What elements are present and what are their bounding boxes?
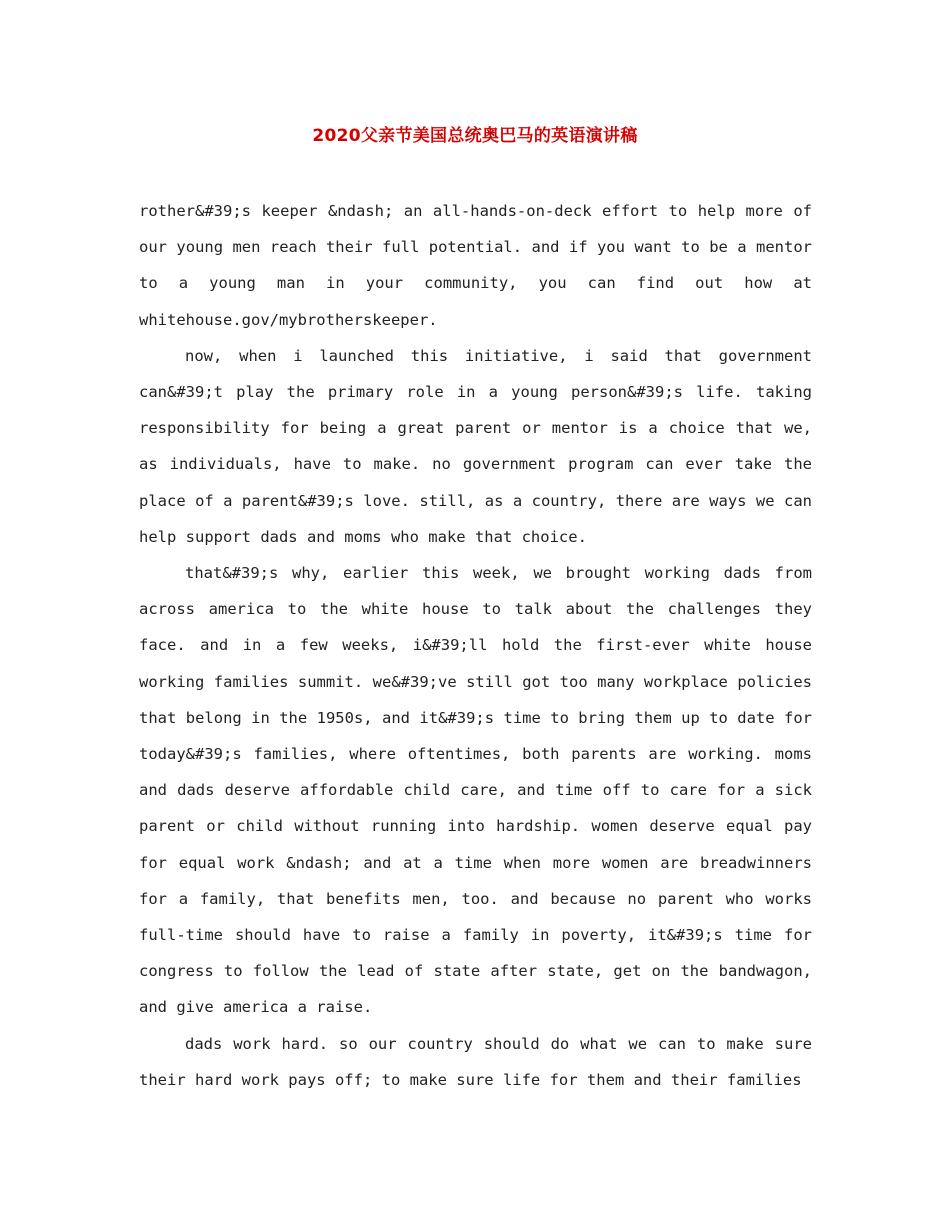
document-body bbox=[139, 193, 812, 1098]
document-title: 2020父亲节美国总统奥巴马的英语演讲稿 bbox=[312, 126, 638, 146]
paragraph-1: rother&#39;s keeper &ndash; an all-hands-on-deck effort to help more of our young men reach their full potential. and if you want to be a mentor to a young man in your community, you can find out how at whitehouse.gov/mybrotherskeeper. bbox=[139, 202, 812, 329]
paragraph-2: now, when i launched this initiative, i said that government can&#39;t play the primary role in a young person&#39;s life. taking responsibility for being a great parent or mentor is a choice that we, as individuals, have to make. no government program can ever take the place of a parent&#39;s love. still, as a country, there are ways we can help support dads and moms who make that choice. bbox=[139, 346, 812, 546]
paragraph-3: that&#39;s why, earlier this week, we brought working dads from across america to the white house to talk about the challenges they face. and in a few weeks, i&#39;ll hold the first-ever white house working families summit. we&#39;ve still got too many workplace policies that belong in the 1950s, and it&#39;s time to bring them up to date for today&#39;s families, where oftentimes, both parents are working. moms and dads deserve affordable child care, and time off to care for a sick parent or child without running into hardship. women deserve equal pay for equal work &ndash; and at a time when more women are breadwinners for a family, that benefits men, too. and because no parent who works full-time should have to raise a family in poverty, it&#39;s time for congress to follow the lead of state after state, get on the bandwagon, and give america a raise. bbox=[139, 564, 812, 1017]
paragraph-4: dads work hard. so our country should do what we can to make sure their hard work pays off; to make sure life for them and their families bbox=[139, 1034, 812, 1089]
